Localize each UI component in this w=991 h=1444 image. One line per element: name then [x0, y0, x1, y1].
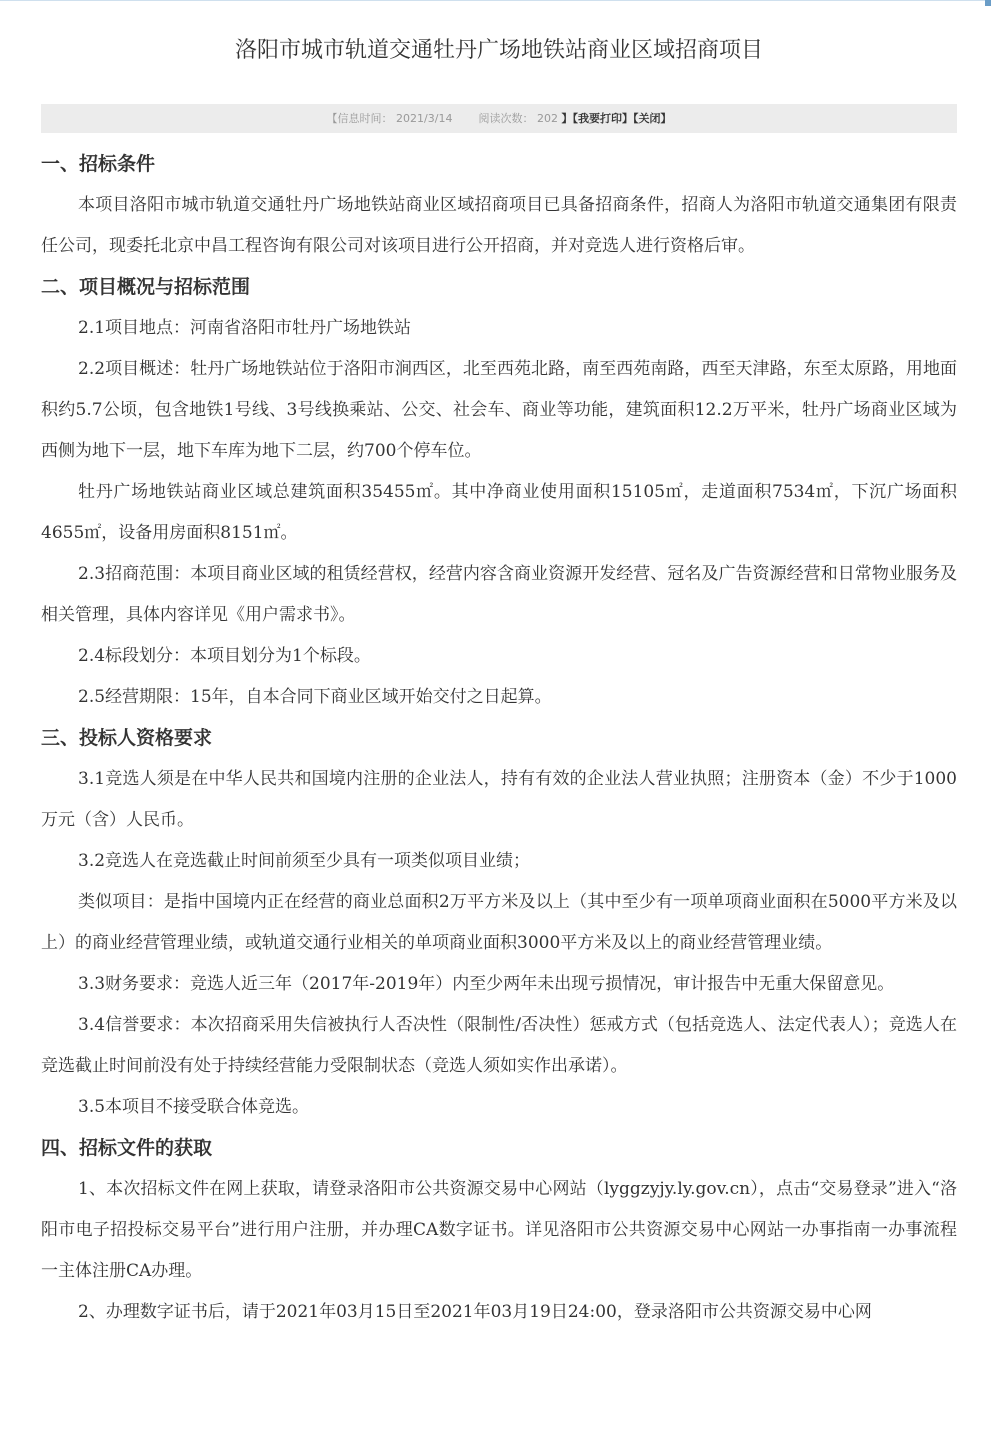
- paragraph: 3.5本项目不接受联合体竞选。: [78, 1097, 310, 1117]
- paragraph: 3.4信誉要求：本次招商采用失信被执行人否决性（限制性/否决性）惩戒方式（包括竞选人、法定代表人）；竞选人在竞选截止时间前没有处于持续经营能力受限制状态（竞选人须如实作出承诺）。: [41, 1015, 957, 1076]
- paragraph: 2.3招商范围：本项目商业区域的租赁经营权，经营内容含商业资源开发经营、冠名及广告资源经营和日常物业服务及相关管理，具体内容详见《用户需求书》。: [41, 564, 957, 625]
- paragraph: 1、本次招标文件在网上获取，请登录洛阳市公共资源交易中心网站（lyggzyjy.ly.gov.cn），点击“交易登录”进入“洛阳市电子招投标交易平台”进行用户注册，并办理CA数字证书。详见洛阳市公共资源交易中心网站一办事指南一办事流程一主体注册CA办理。: [41, 1179, 957, 1281]
- views-value: 202: [536, 112, 558, 125]
- paragraph: 3.3财务要求：竞选人近三年（2017年-2019年）内至少两年未出现亏损情况，审计报告中无重大保留意见。: [78, 974, 895, 994]
- article-content: [41, 144, 957, 1333]
- corner-decoration: [985, 0, 991, 6]
- date-label: 【信息时间：: [326, 112, 393, 125]
- print-button[interactable]: 【我要打印】: [572, 112, 633, 125]
- paragraph: 2.2项目概述：牡丹广场地铁站位于洛阳市涧西区，北至西苑北路，南至西苑南路，西至天津路，东至太原路，用地面积约5.7公顷，包含地铁1号线、3号线换乘站、公交、社会车、商业等功能，建筑面积12.2万平米，牡丹广场商业区域为西侧为地下一层，地下车库为地下二层，约700个停车位。: [41, 359, 957, 461]
- paragraph: 2.4标段划分：本项目划分为1个标段。: [78, 646, 371, 666]
- paragraph: 2.1项目地点：河南省洛阳市牡丹广场地铁站: [78, 318, 412, 338]
- paragraph: 3.1竞选人须是在中华人民共和国境内注册的企业法人，持有有效的企业法人营业执照；注册资本（金）不少于1000万元（含）人民币。: [41, 769, 957, 830]
- paragraph: 牡丹广场地铁站商业区域总建筑面积35455㎡。其中净商业使用面积15105㎡，走道面积7534㎡，下沉广场面积4655㎡，设备用房面积8151㎡。: [41, 482, 957, 543]
- date-value: 2021/3/14: [396, 112, 453, 125]
- views-label: 阅读次数：: [478, 112, 534, 125]
- info-bar: [41, 104, 957, 133]
- paragraph: 类似项目：是指中国境内正在经营的商业总面积2万平方米及以上（其中至少有一项单项商业面积在5000平方米及以上）的商业经营管理业绩，或轨道交通行业相关的单项商业面积3000平方米及以上的商业经营管理业绩。: [41, 892, 957, 953]
- paragraph: 2.5经营期限：15年，自本合同下商业区域开始交付之日起算。: [78, 687, 552, 707]
- article: [41, 0, 957, 1333]
- section-heading-3: 三、投标人资格要求: [41, 727, 213, 749]
- paragraph: 3.2竞选人在竞选截止时间前须至少具有一项类似项目业绩；: [78, 851, 531, 871]
- info-bracket-close: 】: [561, 112, 573, 125]
- section-heading-2: 二、项目概况与招标范围: [41, 276, 251, 298]
- close-button[interactable]: 【关闭】: [632, 112, 672, 125]
- page-title: 洛阳市城市轨道交通牡丹广场地铁站商业区域招商项目: [234, 38, 763, 63]
- section-heading-4: 四、招标文件的获取: [41, 1137, 213, 1159]
- paragraph: 本项目洛阳市城市轨道交通牡丹广场地铁站商业区域招商项目已具备招商条件，招商人为洛阳市轨道交通集团有限责任公司，现委托北京中昌工程咨询有限公司对该项目进行公开招商，并对竞选人进行资格后审。: [41, 195, 957, 256]
- paragraph: 2、办理数字证书后，请于2021年03月15日至2021年03月19日24:00，登录洛阳市公共资源交易中心网: [78, 1302, 872, 1322]
- section-heading-1: 一、招标条件: [41, 153, 156, 175]
